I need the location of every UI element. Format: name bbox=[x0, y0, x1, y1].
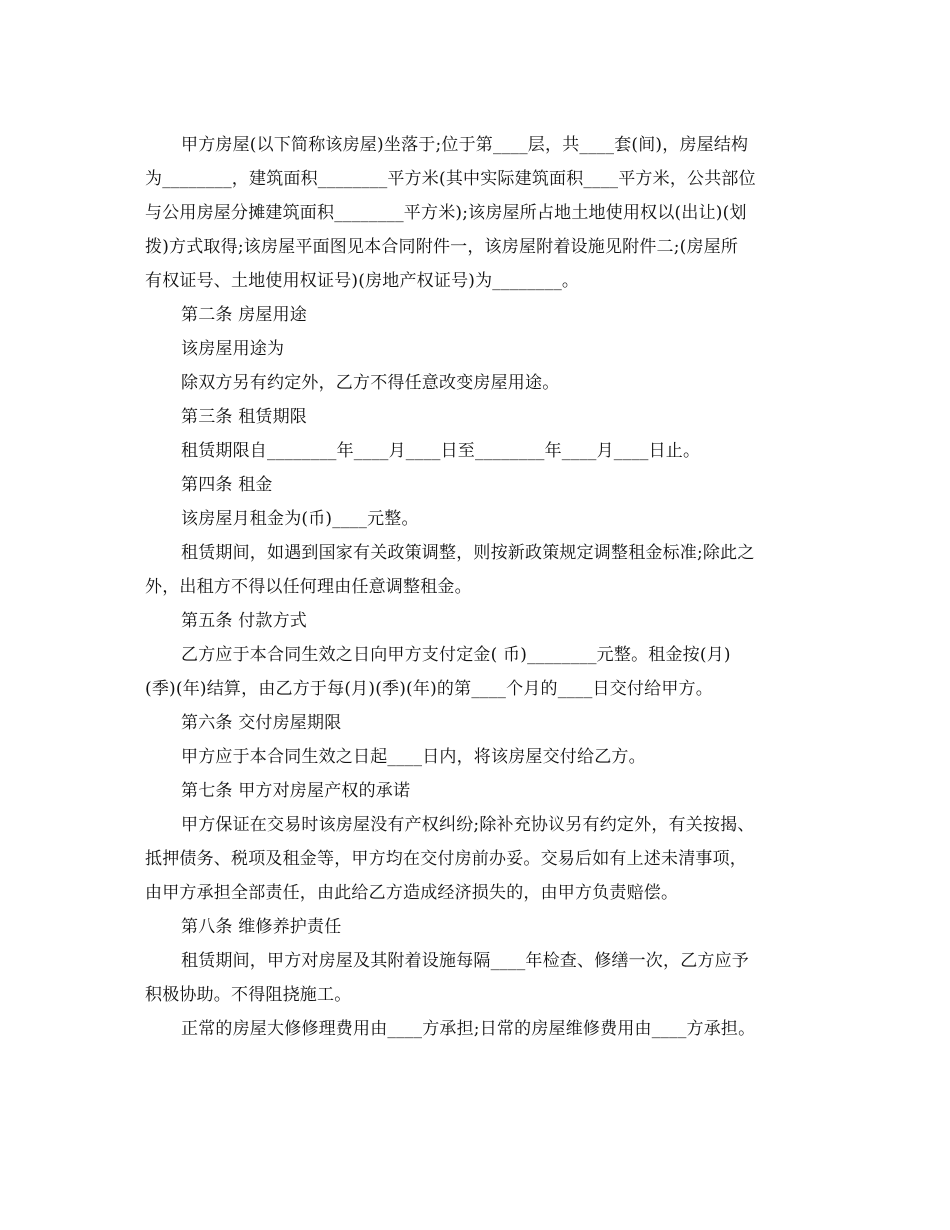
paragraph-line: 外，出租方不得以任何理由任意调整租金。 bbox=[145, 577, 472, 597]
paragraph-line: 由甲方承担全部责任，由此给乙方造成经济损失的，由甲方负责赔偿。 bbox=[145, 883, 679, 903]
paragraph-line: 甲方房屋(以下简称该房屋)坐落于;位于第____层，共____套(间)，房屋结构 bbox=[181, 135, 749, 155]
article-heading: 第二条 房屋用途 bbox=[181, 305, 308, 325]
article-heading: 第五条 付款方式 bbox=[181, 611, 308, 631]
paragraph-line: 该房屋月租金为(币)____元整。 bbox=[181, 509, 419, 529]
paragraph-line: 为________，建筑面积________平方米(其中实际建筑面积____平方米，公共部位 bbox=[145, 169, 756, 189]
paragraph-line: 有权证号、土地使用权证号)(房地产权证号)为________。 bbox=[145, 271, 580, 291]
paragraph-line: 甲方保证在交易时该房屋没有产权纠纷;除补充协议另有约定外，有关按揭、 bbox=[181, 815, 755, 835]
paragraph-line: 租赁期间，如遇到国家有关政策调整，则按新政策规定调整租金标准;除此之 bbox=[181, 543, 755, 563]
paragraph-line: 甲方应于本合同生效之日起____日内，将该房屋交付给乙方。 bbox=[181, 747, 646, 767]
paragraph-line: 该房屋用途为 bbox=[181, 339, 285, 359]
document-page bbox=[145, 128, 805, 1046]
article-heading: 第七条 甲方对房屋产权的承诺 bbox=[181, 781, 411, 801]
article-heading: 第六条 交付房屋期限 bbox=[181, 713, 342, 733]
paragraph-line: 租赁期间，甲方对房屋及其附着设施每隔____年检查、修缮一次，乙方应予 bbox=[181, 951, 749, 971]
article-heading: 第八条 维修养护责任 bbox=[181, 917, 342, 937]
paragraph-line: 拨)方式取得;该房屋平面图见本合同附件一，该房屋附着设施见附件二;(房屋所 bbox=[145, 237, 739, 257]
paragraph-line: 抵押债务、税项及租金等，甲方均在交付房前办妥。交易后如有上述未清事项， bbox=[145, 849, 747, 869]
paragraph-line: 除双方另有约定外，乙方不得任意改变房屋用途。 bbox=[181, 373, 560, 393]
paragraph-line: 积极协助。不得阻挠施工。 bbox=[145, 985, 352, 1005]
paragraph-line: 租赁期限自________年____月____日至________年____月____日止。 bbox=[181, 441, 701, 461]
paragraph-line: 与公用房屋分摊建筑面积________平方米);该房屋所占地土地使用权以(出让)(划 bbox=[145, 203, 747, 223]
paragraph-line: 正常的房屋大修修理费用由____方承担;日常的房屋维修费用由____方承担。 bbox=[181, 1019, 756, 1039]
article-heading: 第四条 租金 bbox=[181, 475, 273, 495]
article-heading: 第三条 租赁期限 bbox=[181, 407, 308, 427]
paragraph-line: 乙方应于本合同生效之日向甲方支付定金( 币)________元整。租金按(月) bbox=[181, 645, 731, 665]
paragraph-line: (季)(年)结算，由乙方于每(月)(季)(年)的第____个月的____日交付给甲方。 bbox=[145, 679, 713, 699]
